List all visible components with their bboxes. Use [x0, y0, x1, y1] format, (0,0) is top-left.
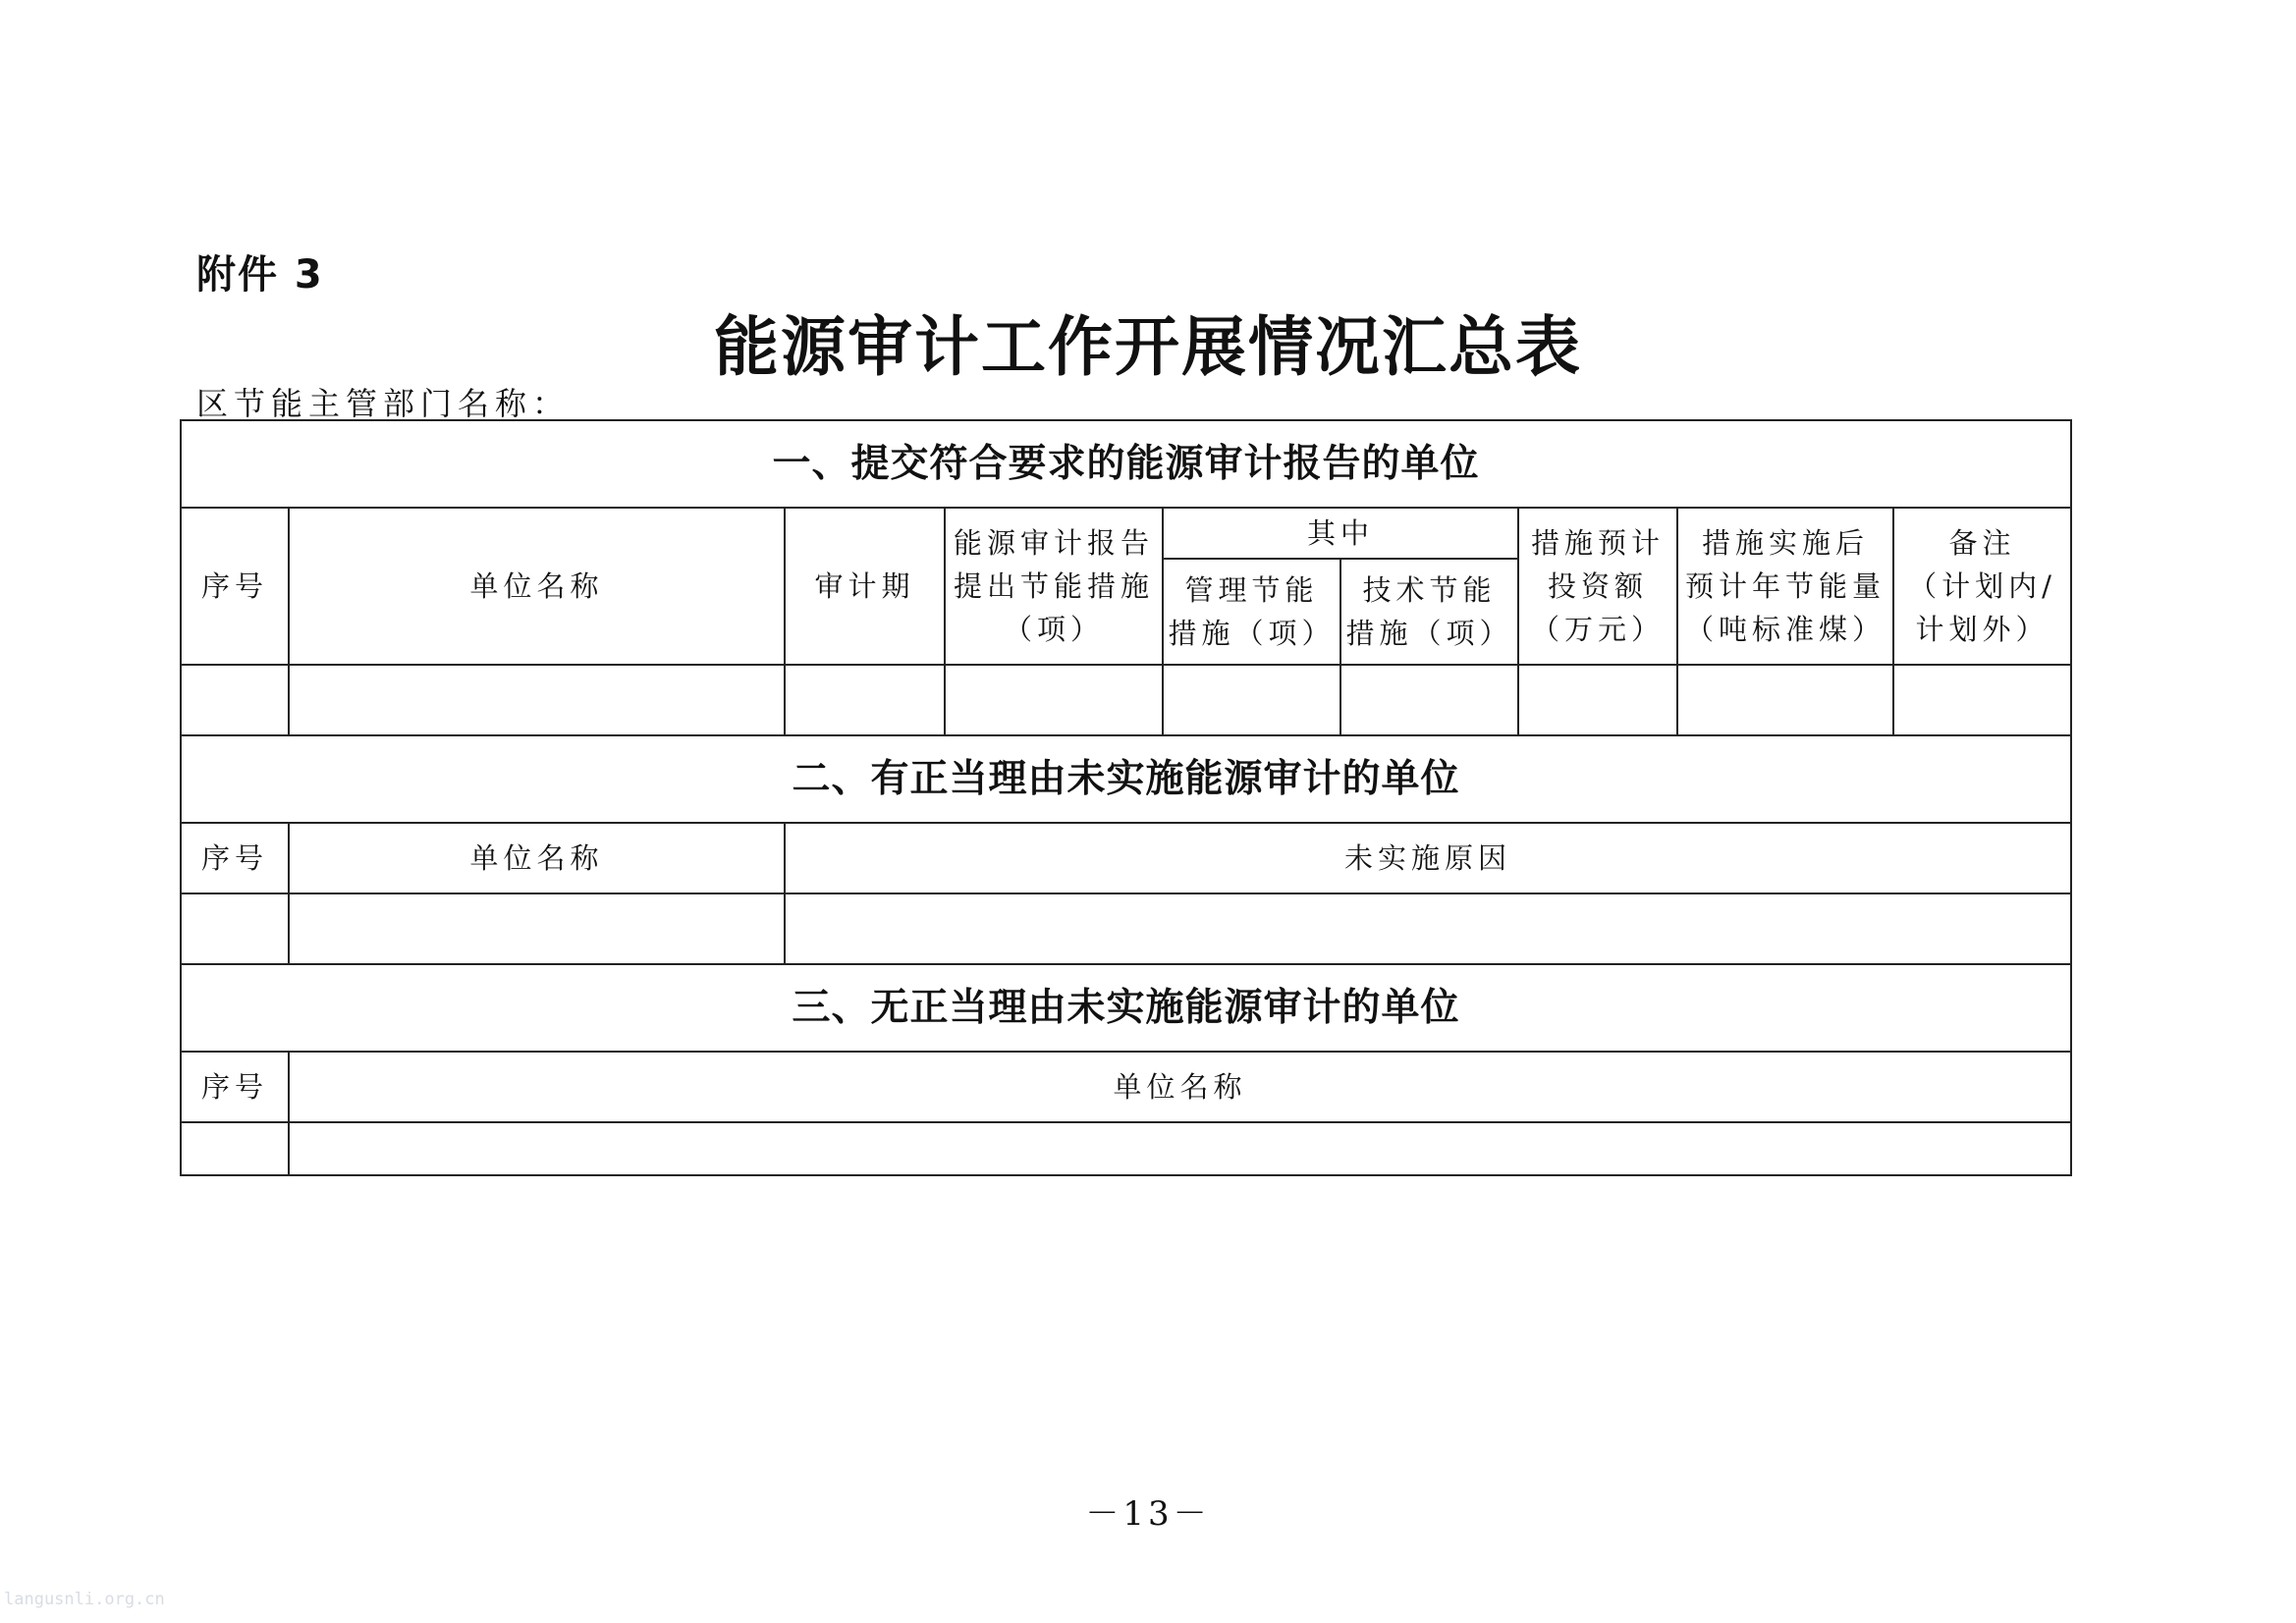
s1-header-technical-measures-line2: 措施（项） — [1345, 617, 1513, 650]
page-number: －13－ — [1085, 1494, 1211, 1534]
s1-header-unit-name: 单位名称 — [289, 508, 785, 665]
s1-header-remark-line2: （计划内/ — [1908, 569, 2056, 603]
s2-header-unit-name: 单位名称 — [289, 823, 785, 893]
section1-heading: 一、提交符合要求的能源审计报告的单位 — [181, 420, 2071, 508]
summary-table — [180, 419, 2072, 1176]
s1-header-seq: 序号 — [181, 508, 289, 665]
s1-cell-unit-name — [289, 665, 785, 735]
s1-header-of-which: 其中 — [1163, 508, 1518, 559]
s1-header-management-measures-line1: 管理节能 — [1184, 573, 1319, 607]
s1-header-remark-line3: 计划外） — [1915, 613, 2050, 646]
s1-cell-remark — [1893, 665, 2071, 735]
s1-cell-management-measures — [1163, 665, 1340, 735]
s2-cell-unit-name — [289, 893, 785, 964]
watermark: langusnli.org.cn — [4, 1590, 165, 1609]
s1-cell-audit-period — [785, 665, 945, 735]
s1-cell-proposed-measures — [945, 665, 1163, 735]
s2-data-row — [181, 893, 2071, 964]
s2-header-seq: 序号 — [181, 823, 289, 893]
s1-header-investment — [1518, 508, 1677, 665]
s1-header-management-measures — [1163, 559, 1340, 665]
s1-header-technical-measures-line1: 技术节能 — [1362, 573, 1497, 607]
s1-data-row — [181, 665, 2071, 735]
s1-header-management-measures-line2: 措施（项） — [1168, 617, 1336, 650]
s1-header-energy-saving-line3: （吨标准煤） — [1684, 613, 1886, 646]
s1-header-proposed-measures-line1: 能源审计报告 — [953, 526, 1154, 560]
s1-cell-energy-saving — [1677, 665, 1893, 735]
s1-cell-seq — [181, 665, 289, 735]
s3-header-seq: 序号 — [181, 1052, 289, 1122]
section2-heading: 二、有正当理由未实施能源审计的单位 — [181, 735, 2071, 823]
s1-header-audit-period: 审计期 — [785, 508, 945, 665]
s3-cell-unit-name — [289, 1122, 2071, 1175]
s1-header-energy-saving — [1677, 508, 1893, 665]
s1-header-remark — [1893, 508, 2071, 665]
s1-header-proposed-measures-line2: 提出节能措施 — [953, 569, 1154, 603]
s2-cell-seq — [181, 893, 289, 964]
s1-header-investment-line3: （万元） — [1530, 613, 1665, 646]
s1-header-investment-line1: 措施预计 — [1530, 526, 1665, 560]
document-title: 能源审计工作开展情况汇总表 — [714, 309, 1582, 385]
s1-cell-investment — [1518, 665, 1677, 735]
s3-header-unit-name: 单位名称 — [289, 1052, 2071, 1122]
s1-header-proposed-measures — [945, 508, 1163, 665]
s2-header-reason: 未实施原因 — [785, 823, 2071, 893]
s1-cell-technical-measures — [1340, 665, 1518, 735]
s1-header-energy-saving-line1: 措施实施后 — [1701, 526, 1869, 560]
s2-cell-reason — [785, 893, 2071, 964]
attachment-label: 附件 3 — [196, 252, 324, 298]
s1-header-energy-saving-line2: 预计年节能量 — [1684, 569, 1886, 603]
s3-cell-seq — [181, 1122, 289, 1175]
s1-header-proposed-measures-line3: （项） — [1003, 613, 1104, 646]
section3-heading: 三、无正当理由未实施能源审计的单位 — [181, 964, 2071, 1052]
s1-header-technical-measures — [1340, 559, 1518, 665]
department-label: 区节能主管部门名称： — [196, 385, 571, 422]
s1-header-investment-line2: 投资额 — [1547, 569, 1648, 603]
s3-data-row — [181, 1122, 2071, 1175]
s1-header-remark-line1: 备注 — [1948, 526, 2016, 560]
